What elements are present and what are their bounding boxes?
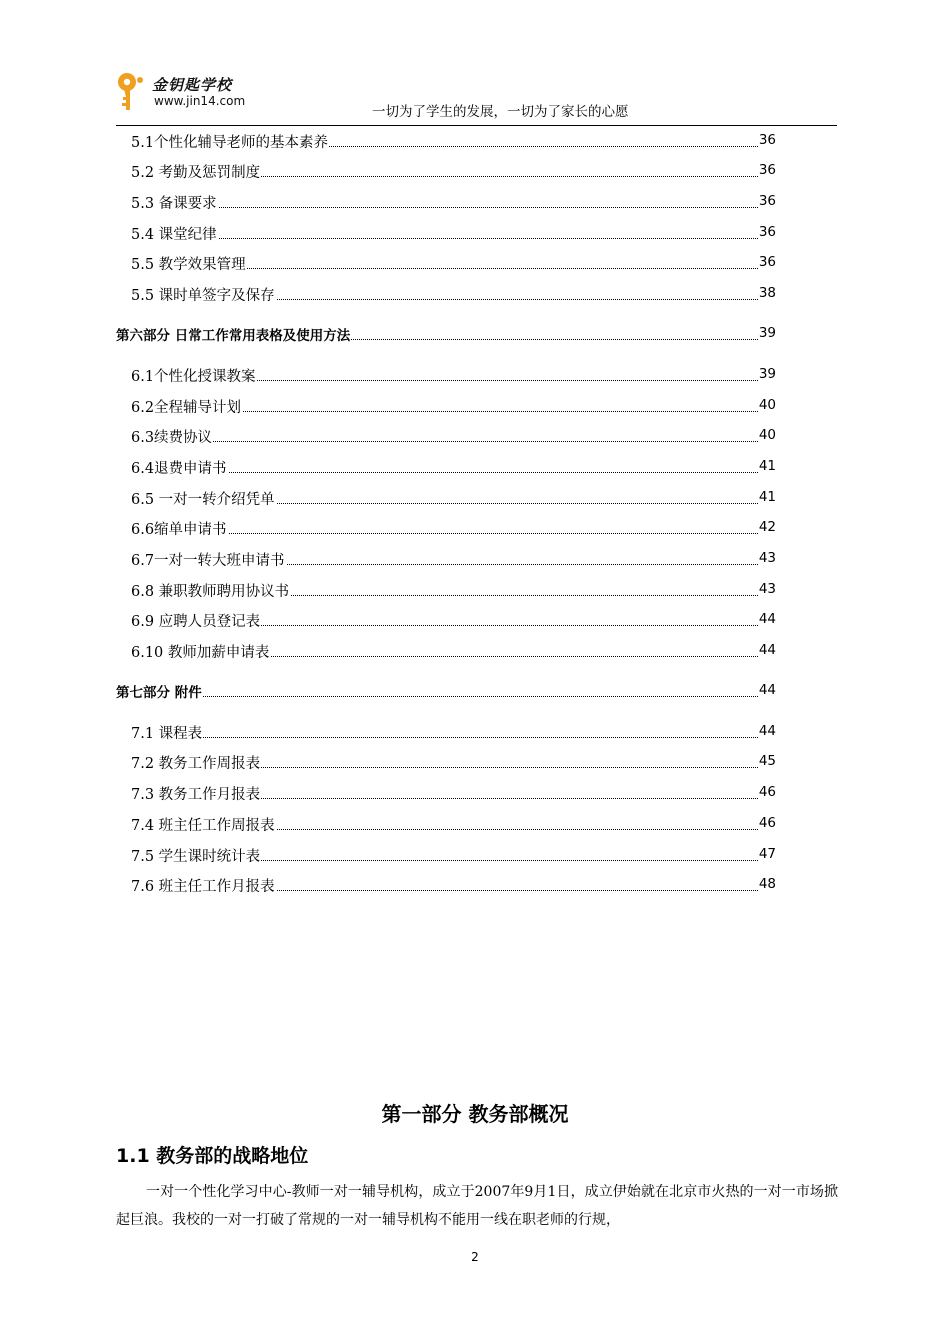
toc-page-number: 36 xyxy=(758,193,776,209)
toc-page-number: 47 xyxy=(758,846,776,862)
toc-entry-label: 6.10 教师加薪申请表 xyxy=(131,641,270,662)
toc-entry-label: 第七部分 附件 xyxy=(116,681,203,701)
toc-page-number: 36 xyxy=(758,162,776,178)
toc-entry[interactable] xyxy=(0,722,950,744)
toc-page-number: 43 xyxy=(758,550,776,566)
toc-entry-label: 7.4 班主任工作周报表 xyxy=(131,814,276,835)
toc-page-number: 39 xyxy=(758,366,776,382)
toc-leader-dots xyxy=(131,238,758,239)
toc-entry[interactable] xyxy=(0,161,950,183)
toc-entry-label: 6.6缩单申请书 xyxy=(131,518,228,539)
toc-entry-label: 5.5 教学效果管理 xyxy=(131,253,247,274)
toc-entry[interactable] xyxy=(0,845,950,867)
toc-entry-label: 7.6 班主任工作月报表 xyxy=(131,875,276,896)
toc-page-number: 46 xyxy=(758,815,776,831)
logo-name: 金钥匙学校 xyxy=(152,76,233,94)
page-number: 2 xyxy=(471,1250,479,1264)
toc-entry[interactable] xyxy=(0,518,950,540)
toc-entry-label: 6.9 应聘人员登记表 xyxy=(131,610,261,631)
body-paragraph: 一对一个性化学习中心-教师一对一辅导机构，成立于2007年9月1日，成立伊始就在北京市火热的一对一市场掀起巨浪。我校的一对一打破了常规的一对一辅导机构不能用一线在职老师的行规， xyxy=(116,1184,838,1228)
toc-page-number: 38 xyxy=(758,285,776,301)
toc-page-number: 40 xyxy=(758,397,776,413)
toc-entry[interactable] xyxy=(0,223,950,245)
key-logo-icon xyxy=(116,72,150,112)
toc-entry[interactable] xyxy=(0,549,950,571)
toc-page-number: 41 xyxy=(758,489,776,505)
toc-page-number: 44 xyxy=(758,682,776,698)
toc-leader-dots xyxy=(131,737,758,738)
toc-entry[interactable] xyxy=(0,641,950,663)
toc-entry-label: 6.4退费申请书 xyxy=(131,457,228,478)
toc-entry-label: 5.3 备课要求 xyxy=(131,192,218,213)
toc-page-number: 44 xyxy=(758,611,776,627)
toc-leader-dots xyxy=(131,207,758,208)
toc-entry-label: 6.7一对一转大班申请书 xyxy=(131,549,286,570)
toc-entry[interactable] xyxy=(0,457,950,479)
school-logo xyxy=(116,72,276,114)
toc-entry[interactable] xyxy=(0,192,950,214)
toc-entry-label: 5.1个性化辅导老师的基本素养 xyxy=(131,131,329,152)
toc-page-number: 46 xyxy=(758,784,776,800)
toc-page-number: 42 xyxy=(758,519,776,535)
toc-page-number: 48 xyxy=(758,876,776,892)
toc-entry[interactable] xyxy=(0,752,950,774)
section-title: 1.1 教务部的战略地位 xyxy=(116,1145,309,1167)
toc-entry[interactable] xyxy=(0,875,950,897)
toc-entry[interactable] xyxy=(0,253,950,275)
toc-chapter-entry[interactable] xyxy=(0,681,950,703)
toc-entry-label: 第六部分 日常工作常用表格及使用方法 xyxy=(116,324,351,344)
toc-entry[interactable] xyxy=(0,783,950,805)
toc-entry[interactable] xyxy=(0,426,950,448)
toc-entry[interactable] xyxy=(0,814,950,836)
toc-entry[interactable] xyxy=(0,396,950,418)
toc-page-number: 41 xyxy=(758,458,776,474)
toc-page-number: 40 xyxy=(758,427,776,443)
toc-page-number: 43 xyxy=(758,581,776,597)
toc-entry-label: 7.2 教务工作周报表 xyxy=(131,752,261,773)
toc-entry[interactable] xyxy=(0,580,950,602)
toc-entry-label: 6.1个性化授课教案 xyxy=(131,365,257,386)
toc-entry[interactable] xyxy=(0,610,950,632)
part-title: 第一部分 教务部概况 xyxy=(381,1102,569,1126)
toc-entry-label: 6.8 兼职教师聘用协议书 xyxy=(131,580,290,601)
toc-entry-label: 5.4 课堂纪律 xyxy=(131,223,218,244)
toc-entry-label: 7.5 学生课时统计表 xyxy=(131,845,261,866)
toc-entry-label: 6.2全程辅导计划 xyxy=(131,396,242,417)
toc-page-number: 44 xyxy=(758,723,776,739)
toc-page-number: 36 xyxy=(758,224,776,240)
toc-entry[interactable] xyxy=(0,488,950,510)
toc-chapter-entry[interactable] xyxy=(0,324,950,346)
header-divider xyxy=(116,125,837,126)
toc-page-number: 36 xyxy=(758,254,776,270)
toc-entry-label: 7.3 教务工作月报表 xyxy=(131,783,261,804)
toc-entry[interactable] xyxy=(0,284,950,306)
toc-leader-dots xyxy=(131,441,758,442)
toc-entry-label: 6.5 一对一转介绍凭单 xyxy=(131,488,276,509)
toc-page-number: 45 xyxy=(758,753,776,769)
toc-entry-label: 5.2 考勤及惩罚制度 xyxy=(131,161,261,182)
toc-page-number: 44 xyxy=(758,642,776,658)
logo-url: www.jin14.com xyxy=(154,94,246,108)
toc-entry-label: 7.1 课程表 xyxy=(131,722,203,743)
header-slogan: 一切为了学生的发展，一切为了家长的心愿 xyxy=(372,104,629,120)
toc-entry-label: 5.5 课时单签字及保存 xyxy=(131,284,276,305)
toc-leader-dots xyxy=(116,696,758,697)
toc-entry[interactable] xyxy=(0,131,950,153)
toc-page-number: 39 xyxy=(758,325,776,341)
toc-page-number: 36 xyxy=(758,132,776,148)
toc-entry[interactable] xyxy=(0,365,950,387)
toc-entry-label: 6.3续费协议 xyxy=(131,426,213,447)
